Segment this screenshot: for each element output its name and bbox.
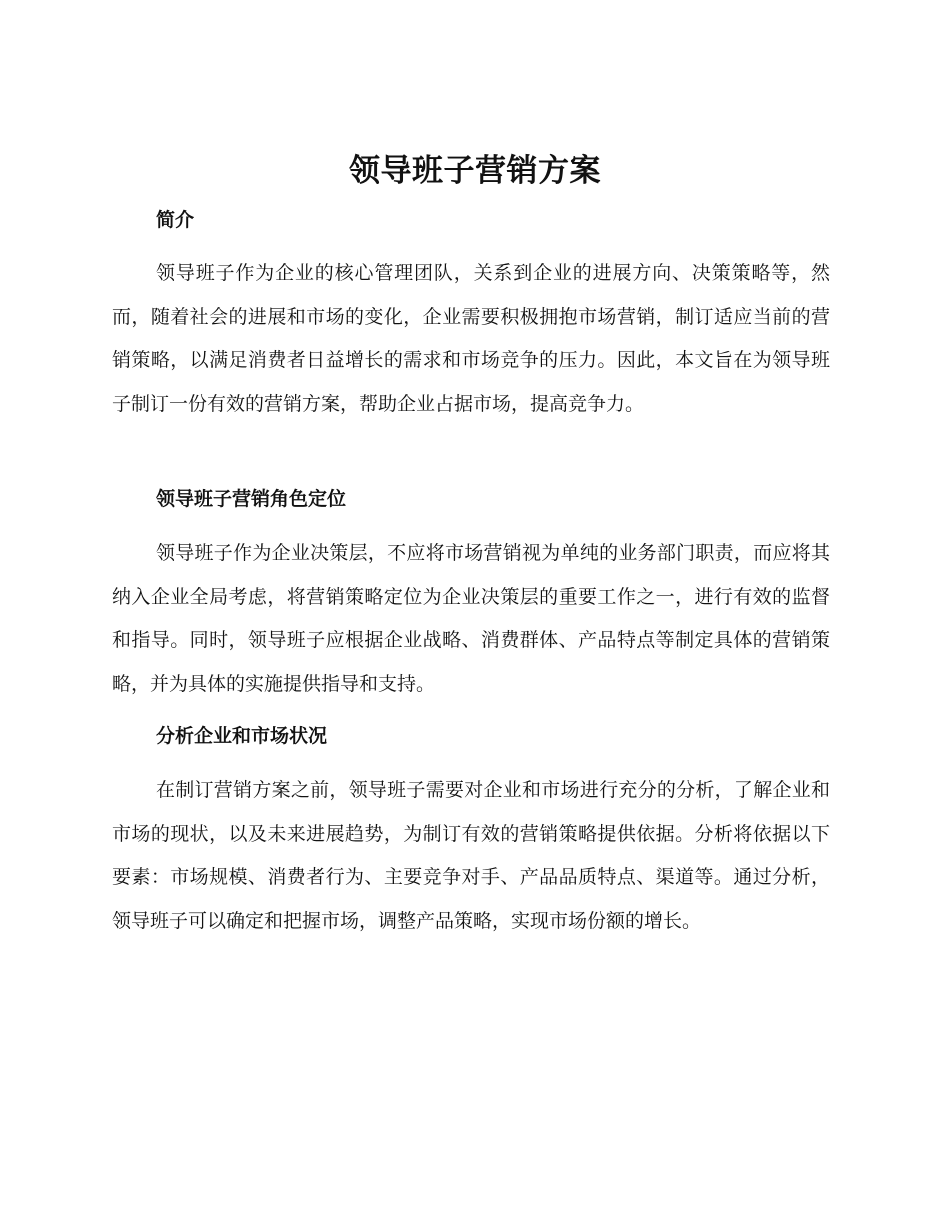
- section-heading-intro: 简介: [156, 209, 195, 231]
- section-body-role: 领导班子作为企业决策层，不应将市场营销视为单纯的业务部门职责，而应将其纳入企业全局考虑，将营销策略定位为企业决策层的重要工作之一，进行有效的监督和指导。同时，领导班子应根据企业战略、消费群体、产品特点等制定具体的营销策略，并为具体的实施提供指导和支持。: [112, 542, 830, 695]
- page-title: 领导班子营销方案: [349, 153, 601, 189]
- section-body-intro: 领导班子作为企业的核心管理团队，关系到企业的进展方向、决策策略等，然而，随着社会的进展和市场的变化，企业需要积极拥抱市场营销，制订适应当前的营销策略，以满足消费者日益增长的需求和市场竞争的压力。因此，本文旨在为领导班子制订一份有效的营销方案，帮助企业占据市场，提高竞争力。: [112, 262, 830, 415]
- section-body-analysis: 在制订营销方案之前，领导班子需要对企业和市场进行充分的分析，了解企业和市场的现状，以及未来进展趋势，为制订有效的营销策略提供依据。分析将依据以下要素：市场规模、消费者行为、主要竞争对手、产品品质特点、渠道等。通过分析，领导班子可以确定和把握市场，调整产品策略，实现市场份额的增长。: [112, 779, 830, 932]
- section-heading-role: 领导班子营销角色定位: [156, 488, 347, 510]
- section-heading-analysis: 分析企业和市场状况: [156, 725, 328, 747]
